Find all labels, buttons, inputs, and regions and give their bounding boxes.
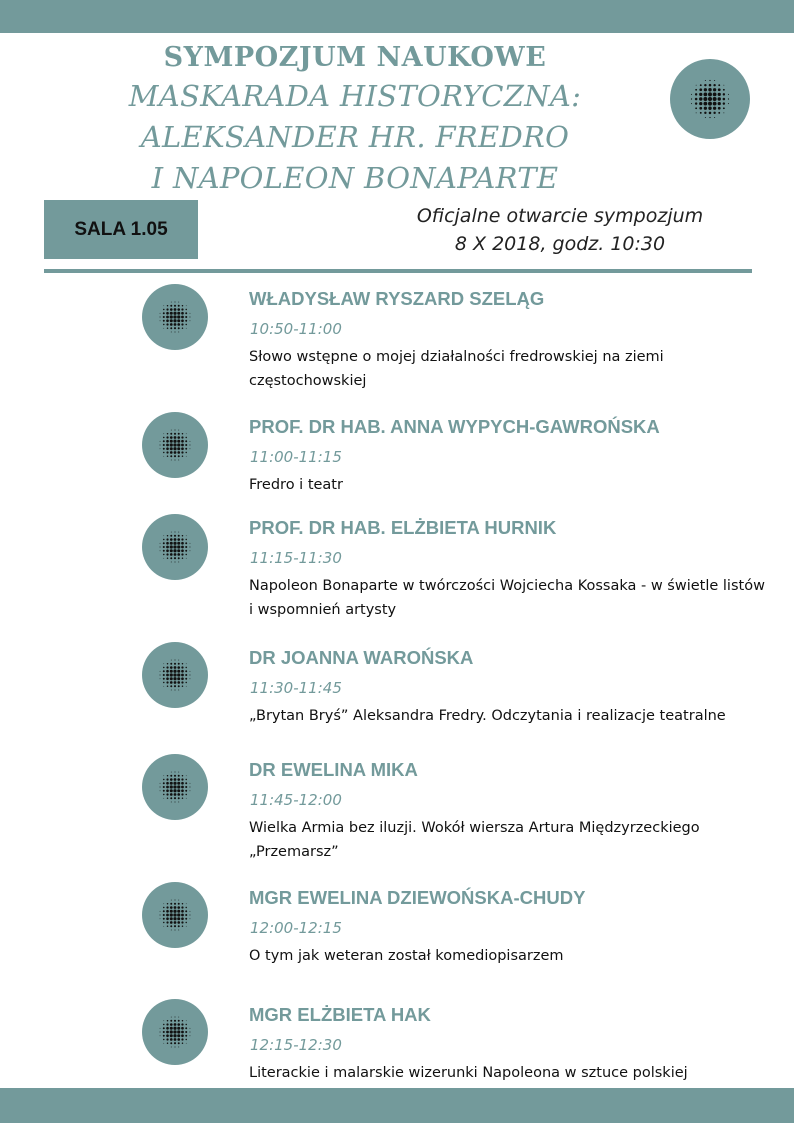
subtitle-line-2: ALEKSANDER HR. FREDRO (140, 120, 570, 154)
speaker-name: DR JOANNA WAROŃSKA (249, 647, 474, 668)
room-label: SALA 1.05 (74, 218, 168, 240)
halftone-dot-sphere-icon (670, 59, 750, 139)
talk-time: 11:30-11:45 (250, 679, 342, 697)
top-band (0, 0, 794, 33)
speaker-name: PROF. DR HAB. ELŻBIETA HURNIK (249, 517, 557, 538)
speaker-name: MGR ELŻBIETA HAK (249, 1004, 431, 1025)
talk-time: 11:15-11:30 (250, 549, 342, 567)
title-block (90, 40, 620, 199)
talk-title: Słowo wstępne o mojej działalności fredrowskiej na ziemi częstochowskiej (249, 349, 664, 389)
bottom-band (0, 1088, 794, 1123)
talk-time: 12:15-12:30 (250, 1036, 342, 1054)
halftone-dot-sphere-icon (142, 999, 208, 1065)
page-title: SYMPOZJUM NAUKOWE (163, 42, 547, 73)
speaker-name: DR EWELINA MIKA (249, 759, 418, 780)
speaker-name: PROF. DR HAB. ANNA WYPYCH-GAWROŃSKA (249, 416, 660, 437)
halftone-dot-sphere-icon (142, 882, 208, 948)
talk-time: 12:00-12:15 (250, 919, 342, 937)
talk-time: 10:50-11:00 (250, 320, 342, 338)
subtitle-line-3: I NAPOLEON BONAPARTE (151, 161, 559, 195)
opening-datetime: 8 X 2018, godz. 10:30 (454, 233, 666, 255)
talk-title: Literackie i malarskie wizerunki Napoleona w sztuce polskiej (249, 1065, 688, 1081)
talk-title: O tym jak weteran został komediopisarzem (249, 948, 564, 964)
halftone-dot-sphere-icon (142, 754, 208, 820)
talk-title: Fredro i teatr (249, 477, 343, 493)
opening-title: Oficjalne otwarcie sympozjum (416, 205, 704, 227)
halftone-dot-sphere-icon (142, 412, 208, 478)
speaker-name: MGR EWELINA DZIEWOŃSKA-CHUDY (249, 887, 586, 908)
halftone-dot-sphere-icon (142, 284, 208, 350)
talk-title: Wielka Armia bez iluzji. Wokół wiersza Artura Międzyrzeckiego „Przemarsz” (249, 820, 700, 860)
subtitle-line-1: MASKARADA HISTORYCZNA: (128, 79, 582, 113)
halftone-dot-sphere-icon (142, 514, 208, 580)
talk-time: 11:45-12:00 (250, 791, 342, 809)
divider (44, 269, 752, 273)
talk-title: „Brytan Bryś” Aleksandra Fredry. Odczytania i realizacje teatralne (249, 708, 726, 724)
opening-info (390, 202, 730, 258)
halftone-dot-sphere-icon (142, 642, 208, 708)
speaker-name: WŁADYSŁAW RYSZARD SZELĄG (249, 288, 545, 309)
talk-time: 11:00-11:15 (250, 448, 342, 466)
room-label-box (44, 200, 198, 259)
talk-title: Napoleon Bonaparte w twórczości Wojciecha Kossaka - w świetle listów i wspomnień artysty (249, 578, 765, 618)
